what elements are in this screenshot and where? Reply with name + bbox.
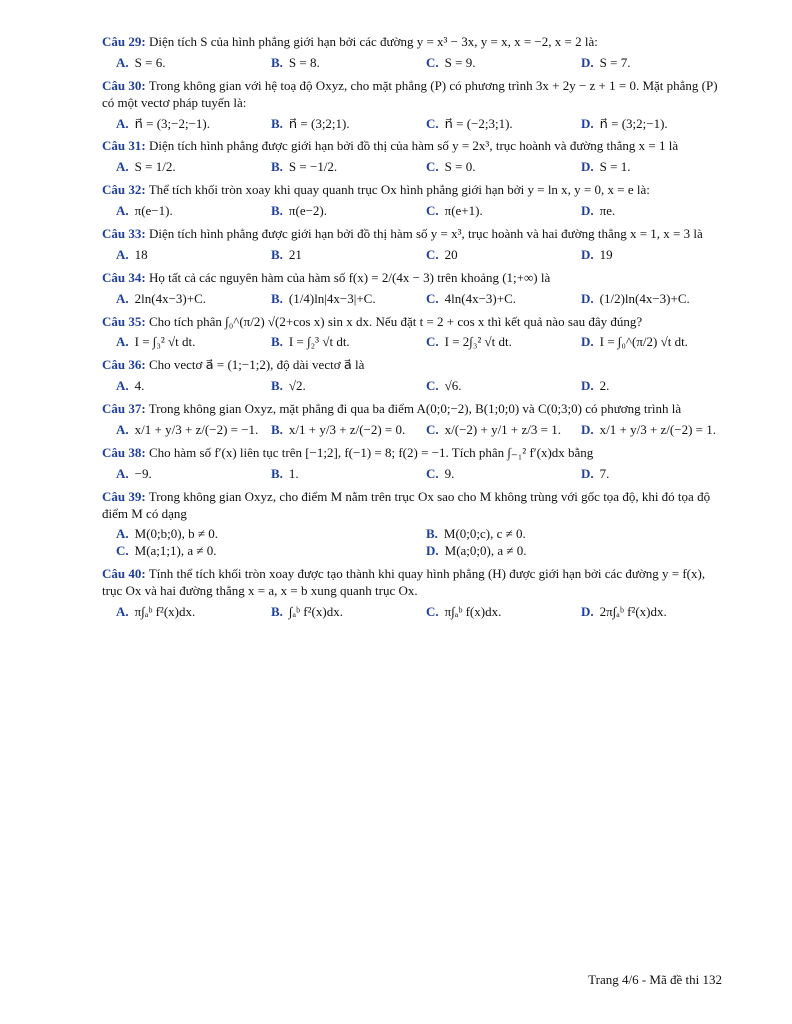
question-stem: Cho vectơ a⃗ = (1;−1;2), độ dài vectơ a⃗ là xyxy=(148,357,365,373)
question-stem: Diện tích S của hình phẳng giới hạn bởi các đường y = x³ − 3x, y = x, x = −2, x = 2 là: xyxy=(148,34,598,49)
option-a[interactable]: A. I = ∫₃² √t dt. xyxy=(116,334,196,350)
option-b[interactable]: B. 21 xyxy=(271,246,302,262)
option-a[interactable]: A. 4. xyxy=(116,378,145,394)
question-number: Câu 40: xyxy=(102,566,146,582)
question-number: Câu 38: xyxy=(102,444,146,460)
question-34 xyxy=(102,270,722,308)
question-stem: Cho tích phân ∫₀^(π/2) √(2+cos x) sin x dx. Nếu đặt t = 2 + cos x thì kết quả nào sau đây đúng? xyxy=(148,313,643,329)
question-stem: Trong không gian Oxyz, mặt phẳng đi qua ba điểm A(0;0;−2), B(1;0;0) và C(0;3;0) có phương trình là xyxy=(148,401,682,417)
option-b[interactable]: B. I = ∫₂³ √t dt. xyxy=(271,334,350,350)
question-38 xyxy=(102,445,722,483)
options xyxy=(102,466,722,483)
options xyxy=(102,159,722,176)
question-stem: Thể tích khối tròn xoay khi quay quanh trục Ox hình phẳng giới hạn bởi y = ln x, y = 0, x = e là: xyxy=(148,182,650,198)
question-39 xyxy=(102,489,722,561)
question-stem: Tính thể tích khối tròn xoay được tạo thành khi quay hình phẳng (H) được giới hạn bởi các đường y = f(x), trục Ox và hai đường thẳng x = a, x = b xung quanh trục Ox. xyxy=(102,566,706,599)
option-c[interactable]: C. π∫ₐᵇ f(x)dx. xyxy=(426,604,502,620)
question-33 xyxy=(102,226,722,264)
options xyxy=(102,203,722,220)
options xyxy=(102,422,722,439)
options xyxy=(102,378,722,395)
option-d[interactable]: D. S = 1. xyxy=(581,159,631,175)
option-d[interactable]: D. 19 xyxy=(581,246,613,262)
question-number: Câu 33: xyxy=(102,226,146,242)
question-stem: Họ tất cả các nguyên hàm của hàm số f(x) = 2/(4x − 3) trên khoảng (1;+∞) là xyxy=(148,269,551,285)
options xyxy=(102,247,722,264)
question-number: Câu 32: xyxy=(102,182,146,198)
options xyxy=(102,526,722,560)
option-b[interactable]: B. 1. xyxy=(271,465,299,481)
option-c[interactable]: C. n⃗ = (−2;3;1). xyxy=(426,115,513,131)
question-stem: Diện tích hình phẳng được giới hạn bởi đồ thị của hàm số y = 2x³, trục hoành và đường thẳng x = 1 là xyxy=(148,138,679,154)
exam-page xyxy=(102,34,722,627)
question-32 xyxy=(102,182,722,220)
option-c[interactable]: C. x/(−2) + y/1 + z/3 = 1. xyxy=(426,422,561,438)
option-b[interactable]: B. √2. xyxy=(271,378,306,394)
option-a[interactable]: A. π(e−1). xyxy=(116,203,173,219)
options xyxy=(102,116,722,133)
options xyxy=(102,334,722,351)
option-a[interactable]: A. 18 xyxy=(116,246,148,262)
question-number: Câu 39: xyxy=(102,488,146,504)
option-a[interactable]: A. x/1 + y/3 + z/(−2) = −1. xyxy=(116,422,259,438)
question-36 xyxy=(102,357,722,395)
option-a[interactable]: A. π∫ₐᵇ f²(x)dx. xyxy=(116,604,196,620)
question-number: Câu 36: xyxy=(102,357,146,373)
question-stem: Cho hàm số f′(x) liên tục trên [−1;2], f(−1) = 8; f(2) = −1. Tích phân ∫₋₁² f′(x)dx bằng xyxy=(148,444,594,460)
option-d[interactable]: D. 7. xyxy=(581,465,610,481)
option-d[interactable]: D. 2. xyxy=(581,378,610,394)
option-d[interactable]: D. πe. xyxy=(581,203,616,219)
option-c[interactable]: C. M(a;1;1), a ≠ 0. xyxy=(116,543,217,559)
option-b[interactable]: B. S = 8. xyxy=(271,54,320,70)
options xyxy=(102,604,722,621)
option-d[interactable]: D. (1/2)ln(4x−3)+C. xyxy=(581,290,690,306)
option-c[interactable]: C. 20 xyxy=(426,246,458,262)
option-d[interactable]: D. I = ∫₀^(π/2) √t dt. xyxy=(581,334,688,350)
option-c[interactable]: C. I = 2∫₃² √t dt. xyxy=(426,334,512,350)
question-stem: Trong không gian với hệ toạ độ Oxyz, cho mặt phẳng (P) có phương trình 3x + 2y − z + 1 = 0. Mặt phẳng (P) có một vectơ pháp tuyến là: xyxy=(102,77,718,110)
option-c[interactable]: C. S = 0. xyxy=(426,159,476,175)
question-37 xyxy=(102,401,722,439)
option-d[interactable]: D. M(a;0;0), a ≠ 0. xyxy=(426,543,527,559)
question-stem: Trong không gian Oxyz, cho điểm M nằm trên trục Ox sao cho M không trùng với gốc tọa độ, khi đó tọa độ điểm M có dạng xyxy=(102,488,711,521)
question-number: Câu 29: xyxy=(102,34,146,49)
question-stem: Diện tích hình phẳng được giới hạn bởi đồ thị hàm số y = x³, trục hoành và hai đường thẳng x = 1, x = 3 là xyxy=(148,226,703,242)
option-b[interactable]: B. (1/4)ln|4x−3|+C. xyxy=(271,290,376,306)
option-d[interactable]: D. 2π∫ₐᵇ f²(x)dx. xyxy=(581,604,667,620)
page-footer: Trang 4/6 - Mã đề thi 132 xyxy=(588,972,722,987)
option-b[interactable]: B. x/1 + y/3 + z/(−2) = 0. xyxy=(271,422,406,438)
question-number: Câu 30: xyxy=(102,77,146,93)
question-number: Câu 35: xyxy=(102,313,146,329)
option-c[interactable]: C. 4ln(4x−3)+C. xyxy=(426,290,516,306)
option-c[interactable]: C. 9. xyxy=(426,465,455,481)
option-a[interactable]: A. S = 1/2. xyxy=(116,159,176,175)
option-a[interactable]: A. n⃗ = (3;−2;−1). xyxy=(116,115,211,131)
option-c[interactable]: C. π(e+1). xyxy=(426,203,483,219)
option-b[interactable]: B. ∫ₐᵇ f²(x)dx. xyxy=(271,604,343,620)
option-a[interactable]: A. −9. xyxy=(116,465,152,481)
question-number: Câu 34: xyxy=(102,269,146,285)
option-a[interactable]: A. M(0;b;0), b ≠ 0. xyxy=(116,526,218,542)
option-b[interactable]: B. π(e−2). xyxy=(271,203,327,219)
question-35 xyxy=(102,314,722,352)
question-number: Câu 37: xyxy=(102,401,146,417)
option-d[interactable]: D. n⃗ = (3;2;−1). xyxy=(581,115,668,131)
options xyxy=(102,291,722,308)
option-b[interactable]: B. n⃗ = (3;2;1). xyxy=(271,115,350,131)
question-40 xyxy=(102,566,722,621)
option-b[interactable]: B. S = −1/2. xyxy=(271,159,338,175)
option-b[interactable]: B. M(0;0;c), c ≠ 0. xyxy=(426,526,526,542)
option-d[interactable]: D. S = 7. xyxy=(581,54,631,70)
option-a[interactable]: A. 2ln(4x−3)+C. xyxy=(116,290,206,306)
option-c[interactable]: C. S = 9. xyxy=(426,54,476,70)
question-30 xyxy=(102,78,722,133)
option-a[interactable]: A. S = 6. xyxy=(116,54,166,70)
options xyxy=(102,55,722,72)
question-31 xyxy=(102,138,722,176)
question-29 xyxy=(102,34,722,72)
option-d[interactable]: D. x/1 + y/3 + z/(−2) = 1. xyxy=(581,422,716,438)
question-number: Câu 31: xyxy=(102,138,146,154)
option-c[interactable]: C. √6. xyxy=(426,378,462,394)
